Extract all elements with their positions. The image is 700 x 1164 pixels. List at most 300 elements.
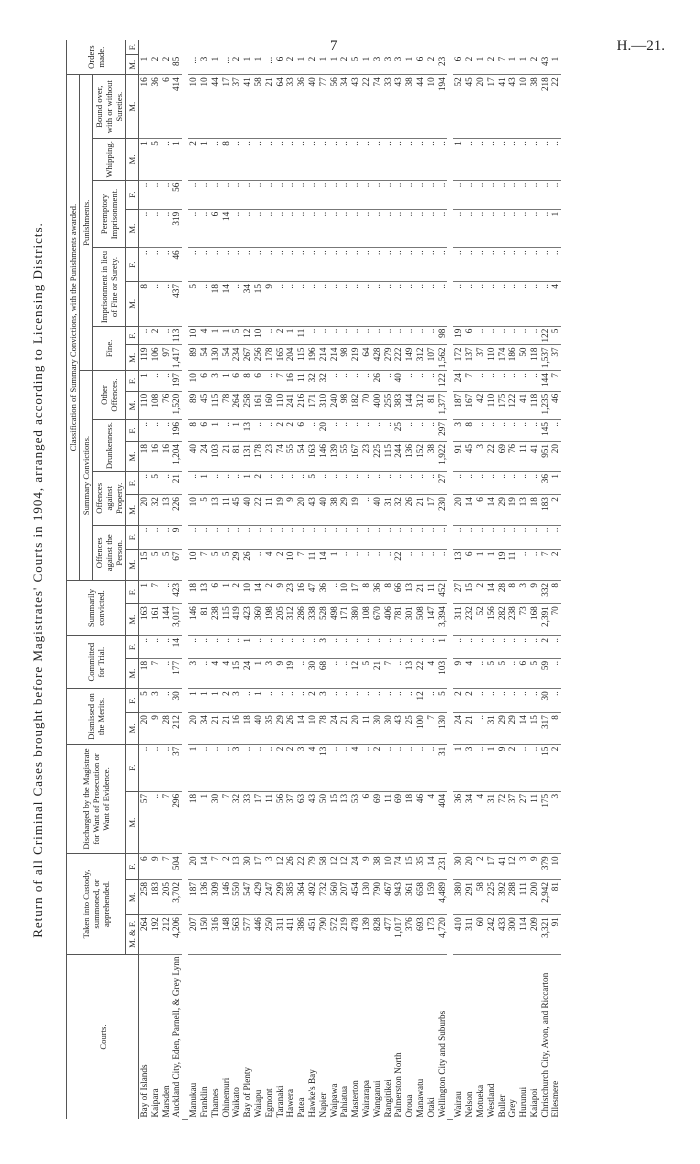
cell-value: 299 <box>275 880 286 915</box>
cell-value: .. <box>383 420 394 442</box>
cell-value: 4,720 <box>437 915 448 954</box>
cell-value: .. <box>453 472 464 495</box>
cell-value: 40 <box>242 495 253 526</box>
cell-value: 76 <box>161 391 172 419</box>
cell-value: .. <box>453 525 464 549</box>
cell-value: 1 <box>507 55 518 75</box>
cell-value: .. <box>285 689 296 713</box>
cell-value: 1 <box>475 55 486 75</box>
cell-value: .. <box>507 180 518 209</box>
cell-value: 50 <box>318 791 329 853</box>
header-taken: Taken into Custody, summoned, or apprehended. <box>67 854 126 954</box>
cell-value: 73 <box>518 604 529 636</box>
cell-value: 2 <box>550 549 561 580</box>
table-row <box>275 40 286 1120</box>
cell-value: .. <box>529 420 540 442</box>
cell-value: 146 <box>318 442 329 472</box>
header-m: M. <box>126 495 139 526</box>
cell-value: 670 <box>372 604 383 636</box>
cell-value: .. <box>339 139 350 181</box>
cell-value: 22 <box>361 75 372 139</box>
cell-value: 152 <box>415 442 426 472</box>
cell-value: .. <box>415 326 426 345</box>
cell-value: 150 <box>199 915 210 954</box>
cell-value: 4 <box>264 549 275 580</box>
cell-value: 40 <box>318 495 329 526</box>
cell-value: 467 <box>383 880 394 915</box>
cell-value: .. <box>383 636 394 659</box>
cell-value: 1 <box>453 139 464 181</box>
cell-value: .. <box>453 282 464 327</box>
cell-value: .. <box>231 180 242 209</box>
cell-value: .. <box>475 636 486 659</box>
cell-value: .. <box>550 420 561 442</box>
cell-value: .. <box>361 139 372 181</box>
cell-value: 10 <box>339 580 350 603</box>
cell-value: .. <box>339 472 350 495</box>
cell-value: 3,321 <box>540 915 551 954</box>
cell-value: 2 <box>486 55 497 75</box>
cell-value: ... <box>188 55 199 75</box>
cell-value: 18 <box>210 282 221 327</box>
cell-value: 9 <box>529 854 540 880</box>
cell-value: 27 <box>453 580 464 603</box>
cell-value: .. <box>507 420 518 442</box>
cell-value: .. <box>361 209 372 248</box>
cell-value: 379 <box>540 854 551 880</box>
cell-value: .. <box>161 248 172 282</box>
cell-value: .. <box>296 472 307 495</box>
header-peremptory: Peremptory Imprisonment. <box>93 180 126 248</box>
cell-value: .. <box>486 420 497 442</box>
table-row <box>161 40 172 1120</box>
cell-value: 177 <box>171 658 182 688</box>
table-row <box>285 40 296 1120</box>
cell-value: 3 <box>231 744 242 791</box>
cell-value: 46 <box>171 248 182 282</box>
cell-value: 38 <box>529 75 540 139</box>
court-name: Waikato <box>231 1087 242 1118</box>
cell-value: 5 <box>150 472 161 495</box>
cell-value: 59 <box>540 658 551 688</box>
cell-value: .. <box>139 472 150 495</box>
cell-value: 20 <box>464 854 475 880</box>
cell-value: 4 <box>464 658 475 688</box>
cell-value: 70 <box>550 604 561 636</box>
cell-value: 79 <box>307 854 318 880</box>
cell-value: 2 <box>150 326 161 345</box>
cell-value: 286 <box>296 604 307 636</box>
cell-value: 230 <box>437 495 448 526</box>
table-row <box>296 40 307 1120</box>
cell-value: 17 <box>253 854 264 880</box>
cell-value: 1,017 <box>393 915 404 954</box>
cell-value: 12 <box>507 854 518 880</box>
cell-value: .. <box>139 525 150 549</box>
cell-value: .. <box>475 139 486 181</box>
cell-value: 31 <box>383 495 394 526</box>
header-other-offences: Other Offences. <box>93 371 126 420</box>
cell-value: .. <box>361 689 372 713</box>
cell-value: 1 <box>210 55 221 75</box>
court-name: Nelson <box>464 1091 475 1118</box>
table-row <box>307 40 318 1120</box>
cell-value: 10 <box>285 549 296 580</box>
cell-value: .. <box>518 209 529 248</box>
cell-value: 7 <box>161 854 172 880</box>
cell-value: 508 <box>415 604 426 636</box>
cell-value: .. <box>285 248 296 282</box>
cell-value: 32 <box>150 495 161 526</box>
cell-value: .. <box>329 209 340 248</box>
cell-value: .. <box>253 636 264 659</box>
cell-value: .. <box>150 371 161 392</box>
cell-value: 9 <box>275 580 286 603</box>
cell-value: .. <box>426 248 437 282</box>
cell-value: .. <box>518 180 529 209</box>
cell-value: 161 <box>253 391 264 419</box>
cell-value: 45 <box>464 75 475 139</box>
cell-value: 67 <box>171 549 182 580</box>
cell-value: 13 <box>242 420 253 442</box>
cell-value: .. <box>231 209 242 248</box>
cell-value: 3 <box>550 791 561 853</box>
cell-value: 29 <box>231 549 242 580</box>
cell-value: .. <box>161 180 172 209</box>
cell-value: 14 <box>518 713 529 745</box>
cell-value: 11 <box>264 495 275 526</box>
cell-value: .. <box>264 371 275 392</box>
header-f: F. <box>126 420 139 442</box>
cell-value: 311 <box>453 604 464 636</box>
cell-value: 478 <box>350 915 361 954</box>
cell-value: 2 <box>275 549 286 580</box>
cell-value: 15 <box>464 580 475 603</box>
cell-value: .. <box>529 139 540 181</box>
cell-value: 40 <box>188 442 199 472</box>
cell-value: .. <box>507 248 518 282</box>
cell-value: 122 <box>437 371 448 392</box>
cell-value: .. <box>350 472 361 495</box>
cell-value: 183 <box>540 495 551 526</box>
cell-value: .. <box>329 326 340 345</box>
cell-value: 8 <box>507 580 518 603</box>
header-m: M. <box>126 75 139 139</box>
court-name: Marsden <box>160 1085 171 1118</box>
cell-value: 1 <box>139 580 150 603</box>
cell-value: 12 <box>350 658 361 688</box>
cell-value: 43 <box>307 791 318 853</box>
cell-value: 43 <box>393 75 404 139</box>
cell-value: 122 <box>540 326 551 345</box>
cell-value: 68 <box>318 658 329 688</box>
cell-value: 238 <box>507 604 518 636</box>
cell-value: .. <box>264 744 275 791</box>
cell-value: 11 <box>361 713 372 745</box>
cell-value: 43 <box>393 713 404 745</box>
cell-value: .. <box>393 209 404 248</box>
cell-value: 136 <box>404 442 415 472</box>
cell-value: 16 <box>296 580 307 603</box>
cell-value: 146 <box>221 880 232 915</box>
cell-value: .. <box>361 549 372 580</box>
cell-value: 18 <box>188 791 199 853</box>
cell-value: 1 <box>231 420 242 442</box>
table-row <box>518 40 529 1120</box>
cell-value: 19 <box>350 495 361 526</box>
cell-value: 11 <box>383 791 394 853</box>
cell-value: 20 <box>453 495 464 526</box>
cell-value: .. <box>404 180 415 209</box>
cell-value: 528 <box>318 604 329 636</box>
cell-value: 20 <box>139 713 150 745</box>
cell-value: 547 <box>242 880 253 915</box>
cell-value: .. <box>210 636 221 659</box>
cell-value: 22 <box>550 75 561 139</box>
cell-value: .. <box>453 180 464 209</box>
cell-value: 24 <box>453 713 464 745</box>
criminal-cases-table <box>66 40 561 1120</box>
cell-value: 423 <box>242 604 253 636</box>
cell-value: 18 <box>242 713 253 745</box>
cell-value: .. <box>507 636 518 659</box>
cell-value: 232 <box>464 604 475 636</box>
cell-value: 137 <box>464 345 475 371</box>
cell-value: 16 <box>161 442 172 472</box>
cell-value: 69 <box>497 442 508 472</box>
cell-value: 131 <box>242 442 253 472</box>
cell-value: .. <box>275 525 286 549</box>
cell-value: 35 <box>415 854 426 880</box>
cell-value: 16 <box>231 713 242 745</box>
cell-value: 5 <box>486 658 497 688</box>
cell-value: 11 <box>307 549 318 580</box>
cell-value: .. <box>350 139 361 181</box>
cell-value: .. <box>285 180 296 209</box>
cell-value: .. <box>350 689 361 713</box>
cell-value: .. <box>296 180 307 209</box>
cell-value: .. <box>372 180 383 209</box>
cell-value: .. <box>464 282 475 327</box>
cell-value: 7 <box>426 713 437 745</box>
header-orders: Orders made. <box>67 40 126 75</box>
cell-value: 12 <box>242 326 253 345</box>
cell-value: 50 <box>518 345 529 371</box>
header-dismissed: Dismissed on the Merits. <box>67 689 126 744</box>
cell-value: 658 <box>415 880 426 915</box>
cell-value: .. <box>285 139 296 181</box>
cell-value: 429 <box>253 880 264 915</box>
cell-value: .. <box>161 744 172 791</box>
cell-value: .. <box>393 689 404 713</box>
cell-value: 5 <box>529 658 540 688</box>
cell-value: 226 <box>171 495 182 526</box>
cell-value: 60 <box>475 915 486 954</box>
cell-value: 2 <box>275 744 286 791</box>
cell-value: .. <box>161 139 172 181</box>
court-name: Manukau <box>188 1082 199 1118</box>
cell-value: .. <box>393 180 404 209</box>
cell-value: .. <box>329 371 340 392</box>
cell-value: .. <box>453 636 464 659</box>
header-offences-person: Offences against the Person. <box>93 525 126 580</box>
cell-value: 433 <box>497 915 508 954</box>
cell-value: .. <box>329 139 340 181</box>
cell-value: 1 <box>221 371 232 392</box>
cell-value: 37 <box>550 345 561 371</box>
cell-value: 43 <box>540 55 551 75</box>
cell-value: 74 <box>372 75 383 139</box>
cell-value: 156 <box>486 604 497 636</box>
cell-value: 13 <box>199 580 210 603</box>
cell-value: .. <box>275 180 286 209</box>
court-name: Pahiatua <box>339 1085 350 1118</box>
cell-value: 5 <box>437 689 448 713</box>
cell-value: 550 <box>231 880 242 915</box>
cell-value: 2 <box>188 139 199 181</box>
cell-value: .. <box>161 326 172 345</box>
cell-value: .. <box>161 420 172 442</box>
cell-value: 8 <box>550 713 561 745</box>
cell-value: 41 <box>529 442 540 472</box>
cell-value: .. <box>507 658 518 688</box>
cell-value: .. <box>426 180 437 209</box>
cell-value: 32 <box>318 371 329 392</box>
cell-value: 477 <box>383 915 394 954</box>
cell-value: 12 <box>329 854 340 880</box>
cell-value: 97 <box>161 345 172 371</box>
cell-value: 212 <box>171 713 182 745</box>
cell-value: 44 <box>415 75 426 139</box>
cell-value: 1 <box>210 689 221 713</box>
table-row <box>426 40 437 1120</box>
cell-value: .. <box>372 420 383 442</box>
cell-value: 9 <box>529 580 540 603</box>
cell-value: 14 <box>171 636 182 659</box>
court-name: Oroua <box>404 1094 415 1118</box>
court-name: Waiapu <box>252 1089 263 1118</box>
cell-value: 22 <box>296 854 307 880</box>
cell-value: .. <box>497 689 508 713</box>
table-row <box>231 40 242 1120</box>
cell-value: 33 <box>285 75 296 139</box>
cell-value: .. <box>231 636 242 659</box>
cell-value: 1,417 <box>171 345 182 371</box>
table-row <box>171 40 182 1120</box>
cell-value: 2 <box>464 55 475 75</box>
cell-value: 693 <box>415 915 426 954</box>
cell-value: 163 <box>139 604 150 636</box>
cell-value: .. <box>221 420 232 442</box>
cell-value: .. <box>264 525 275 549</box>
cell-value: 163 <box>307 442 318 472</box>
cell-value: .. <box>404 139 415 181</box>
cell-value: 26 <box>404 495 415 526</box>
cell-value: 81 <box>550 880 561 915</box>
table-row <box>404 40 415 1120</box>
cell-value: .. <box>339 371 350 392</box>
cell-value: .. <box>383 248 394 282</box>
cell-value: 11 <box>529 791 540 853</box>
cell-value: 4 <box>221 658 232 688</box>
cell-value: 790 <box>318 915 329 954</box>
cell-value: 225 <box>486 880 497 915</box>
cell-value: 38 <box>426 442 437 472</box>
cell-value: .. <box>486 282 497 327</box>
cell-value: 103 <box>437 658 448 688</box>
cell-value: 1 <box>139 139 150 181</box>
header-m: M. <box>126 345 139 371</box>
cell-value: .. <box>361 180 372 209</box>
cell-value: 6 <box>415 55 426 75</box>
cell-value: .. <box>329 420 340 442</box>
table-row <box>453 40 464 1120</box>
cell-value: 2 <box>221 689 232 713</box>
table-row <box>497 40 508 1120</box>
cell-value: 37 <box>475 345 486 371</box>
cell-value: 52 <box>453 75 464 139</box>
cell-value: .. <box>415 180 426 209</box>
cell-value: 3 <box>210 371 221 392</box>
cell-value: 115 <box>210 391 221 419</box>
cell-value: 4,489 <box>437 880 448 915</box>
cell-value: 282 <box>497 604 508 636</box>
cell-value: .. <box>486 180 497 209</box>
cell-value: .. <box>361 636 372 659</box>
cell-value: 196 <box>171 420 182 442</box>
cell-value: .. <box>393 525 404 549</box>
cell-value: .. <box>264 326 275 345</box>
cell-value: 91 <box>550 915 561 954</box>
cell-value: .. <box>242 744 253 791</box>
cell-value: .. <box>329 525 340 549</box>
court-name: Rangitikei <box>382 1079 393 1118</box>
cell-value: 312 <box>285 604 296 636</box>
cell-value: .. <box>361 525 372 549</box>
cell-value: 6 <box>296 420 307 442</box>
cell-value: 56 <box>329 75 340 139</box>
cell-value: .. <box>329 689 340 713</box>
cell-value: 10 <box>518 75 529 139</box>
cell-value: 47 <box>307 580 318 603</box>
cell-value: .. <box>404 420 415 442</box>
cell-value: .. <box>507 371 518 392</box>
cell-value: .. <box>318 472 329 495</box>
cell-value: .. <box>199 209 210 248</box>
cell-value: .. <box>275 248 286 282</box>
cell-value: 3 <box>475 442 486 472</box>
cell-value: .. <box>475 420 486 442</box>
cell-value: 54 <box>221 345 232 371</box>
cell-value: 187 <box>453 391 464 419</box>
cell-value: 58 <box>475 880 486 915</box>
cell-value: 781 <box>393 604 404 636</box>
cell-value: 46 <box>415 791 426 853</box>
cell-value: 5 <box>139 689 150 713</box>
cell-value: 98 <box>339 345 350 371</box>
cell-value: 198 <box>264 604 275 636</box>
cell-value: 160 <box>264 391 275 419</box>
cell-value: 21 <box>210 713 221 745</box>
header-bound-over: Bound over, with or without Sureties. <box>93 75 126 139</box>
court-name: Wairarapa <box>360 1079 371 1118</box>
cell-value: 23 <box>437 55 448 75</box>
cell-value: 242 <box>486 915 497 954</box>
cell-value: 3 <box>264 854 275 880</box>
cell-value: .. <box>518 549 529 580</box>
cell-value: .. <box>529 472 540 495</box>
cell-value: .. <box>529 689 540 713</box>
